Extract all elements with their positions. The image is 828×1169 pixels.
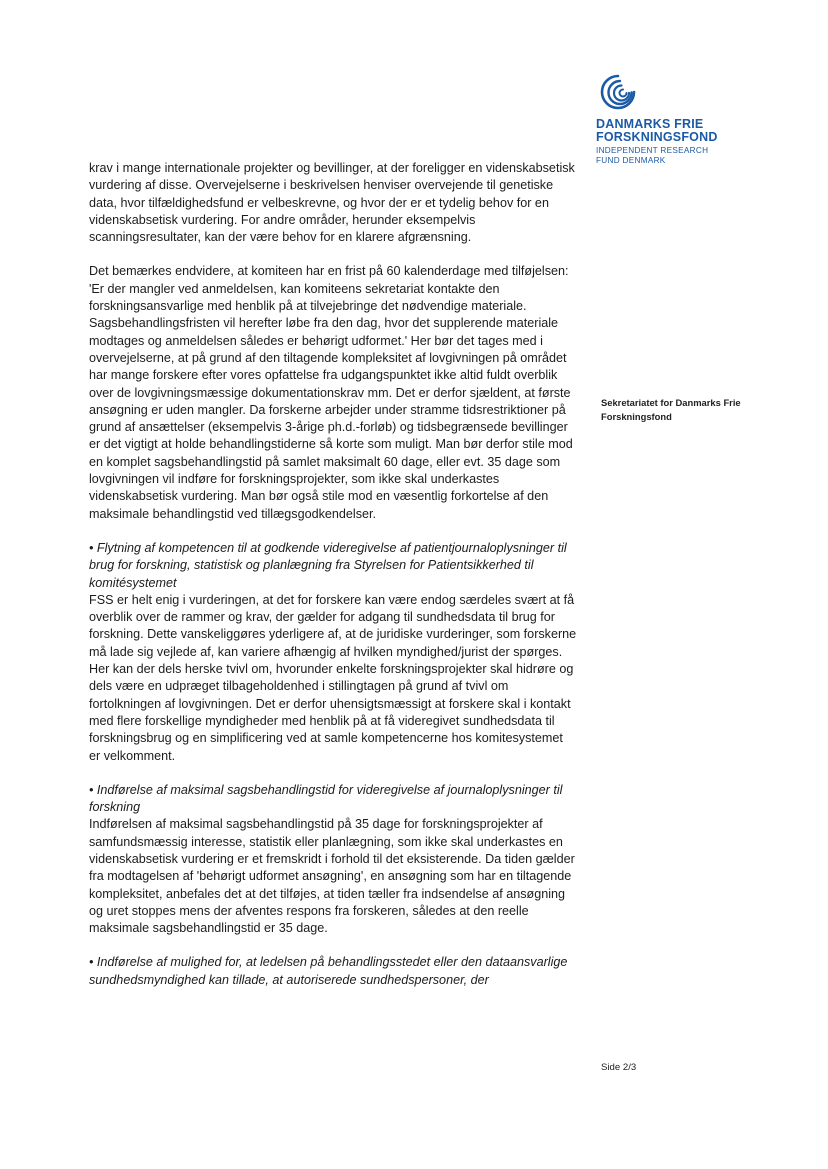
bullet-heading-2: • Indførelse af maksimal sagsbehandlingstid for videregivelse af journaloplysninger til forskning [89, 782, 563, 815]
dff-logo [596, 70, 736, 165]
letter-body [89, 160, 577, 1006]
section-max-processing-time [89, 782, 577, 938]
logo-line-2: FORSKNINGSFOND [596, 130, 718, 144]
section-authorised-personnel [89, 954, 577, 989]
sender-note: Sekretariatet for Danmarks Frie Forskningsfond [601, 397, 741, 422]
dff-logo-icon [596, 70, 640, 110]
paragraph-1: krav i mange internationale projekter og bevillinger, at der foreligger en videnskabsetisk vurdering af disse. Overvejelserne i beskrivelsen henviser overvejende til genetiske data, hvor tilfældighedsfund er velbeskrevne, og hvor der er et tydelig behov for en videnskabsetisk vurdering. For andre områder, herunder eksempelvis scanningsresultater, kan der være behov for en klarere afgrænsning. [89, 161, 575, 245]
section-patient-records [89, 540, 577, 765]
logo-line-4: FUND DENMARK [596, 155, 666, 165]
bullet-text-1: FSS er helt enig i vurderingen, at det for forskere kan være endog særdeles svært at få overblik over de rammer og krav, der gælder for adgang til sundhedsdata til brug for forskning. Dette vanskeliggøres yderligere af, at de juridiske vurderinger, som forskerne må lade sig vejlede af, kan variere afhængig af hvilken myndighed/jurist der spørges. Her kan der dels herske tvivl om, hvorunder enkelte forskningsprojekter skal hidrøre og dels være en udpræget tilbageholdenhed i stillingtagen på grund af tvivl om fortolkningen af lovgivningen. Det er derfor uhensigtsmæssigt at forskere skal i kontakt med flere forskellige myndigheder med henblik på at få videregivet sundhedsdata til forskningsbrug og en simplificering ved at samle kompetencerne hos komitesystemet er velkomment. [89, 592, 577, 763]
logo-line-1: DANMARKS FRIE [596, 117, 704, 131]
paragraph-2: Det bemærkes endvidere, at komiteen har en frist på 60 kalenderdage med tilføjelsen: 'Er der mangler ved anmeldelsen, kan komiteens sekretariat kontakte den forskningsansvarlige med henblik på at tilvejebringe det nødvendige materiale. Sagsbehandlingsfristen vil herefter løbe fra den dag, hvor det supplerende materiale modtages og anmeldelsen således er behørigt udformet.' Her bør det tages med i overvejelserne, at på grund af den tiltagende kompleksitet af lovgivningen på området har mange forskere efter vores opfattelse fra udgangspunktet ikke altid fuldt overblik over de lovgivningsmæssige dokumentationskrav mm. Det er derfor sjældent, at første ansøgning er uden mangler. Da forskerne arbejder under stramme tidsrestriktioner på grund af ansættelser (eksempelvis 3-årige ph.d.-forløb) og tidsbegrænsede bevillinger er det vigtigt at holde behandlingstiderne så korte som muligt. Man bør derfor stile mod en komplet sagsbehandlingstid på samlet maksimalt 60 dage, eller evt. 35 dage som lovgivningen vil indføre for forskningsprojekter, som ikke skal underkastes videnskabsetisk vurdering. Man bør også stile mod en væsentlig forkortelse af den maksimale behandlingstid ved tillægsgodkendelser. [89, 264, 573, 521]
page-number: Side 2/3 [601, 1062, 637, 1073]
bullet-text-2: Indførelsen af maksimal sagsbehandlingstid på 35 dage for forskningsprojekter af samfundsmæssig interesse, statistik eller planlægning, som ikke skal underkastes en videnskabsetisk vurdering er et fremskridt i forhold til det eksisterende. Da tiden gælder fra modtagelsen af 'behørigt udformet ansøgning', en ansøgning som har en tiltagende kompleksitet, anbefales det at det tilføjes, at tiden tæller fra indsendelse af ansøgning og uret stoppes mens der afventes respons fra forskeren, således at den reelle maksimale sagsbehandlingstid er 35 dage. [89, 817, 575, 936]
bullet-heading-3: • Indførelse af mulighed for, at ledelsen på behandlingsstedet eller den dataansvarlige sundhedsmyndighed kan tillade, at autoriserede sundhedspersoner, der [89, 955, 568, 987]
bullet-heading-1: • Flytning af kompetencen til at godkende videregivelse af patientjournaloplysninger til brug for forskning, statistisk og planlægning fra Styrelsen for Patientsikkerhed til komitésystemet [89, 540, 567, 590]
logo-line-3: INDEPENDENT RESEARCH [596, 146, 709, 155]
